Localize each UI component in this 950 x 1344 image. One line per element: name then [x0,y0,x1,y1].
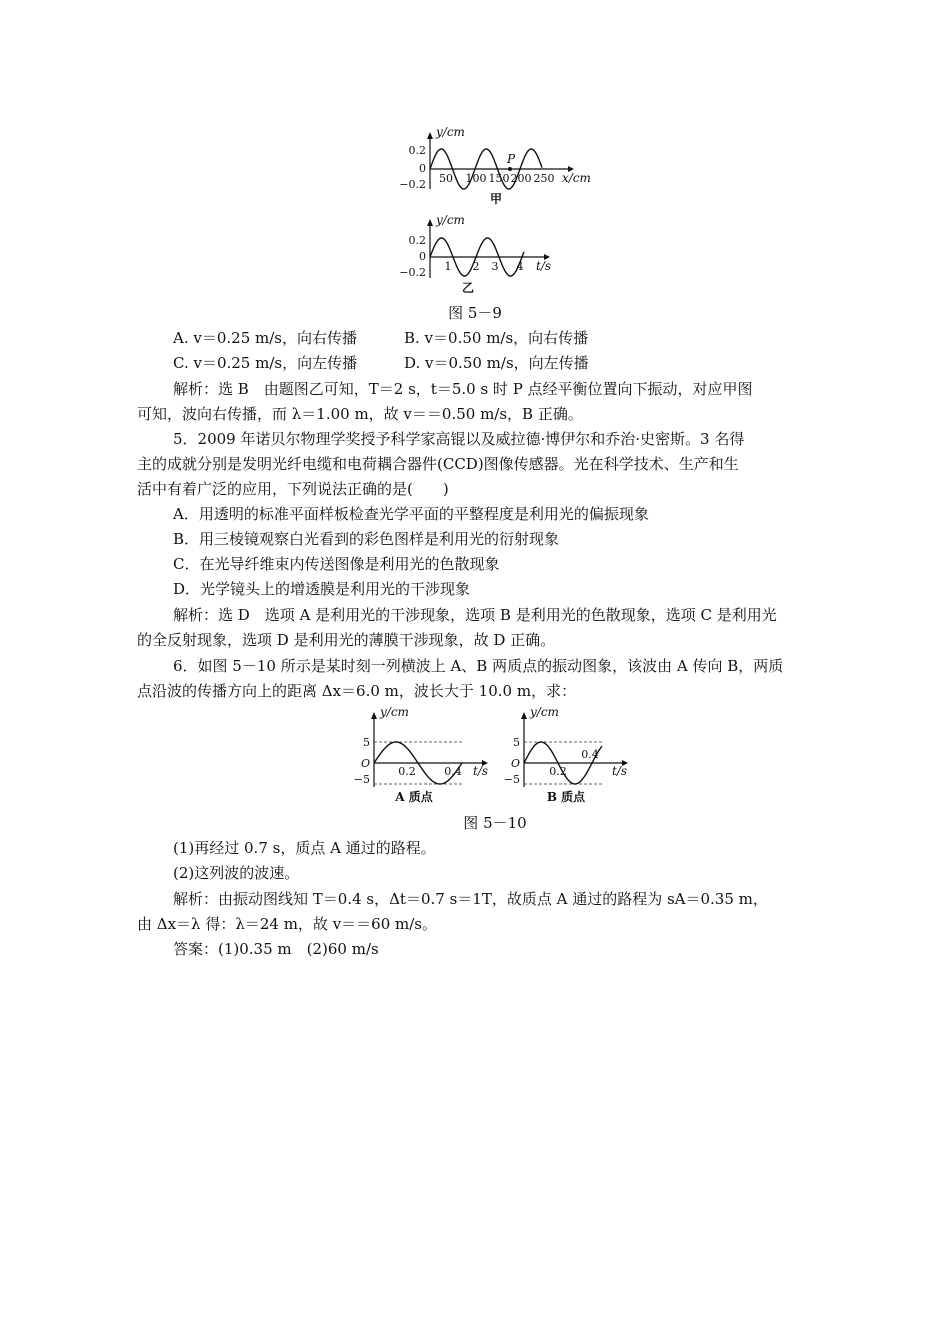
option-d: D．光学镜头上的增透膜是利用光的干涉现象 [173,580,471,598]
y-axis-label: y/cm [436,213,465,227]
figure-sublabel: B 质点 [546,790,586,804]
answer-text: 答案：(1)0.35 m (2)60 m/s [173,940,379,958]
x-axis-label: x/cm [562,171,591,185]
xtick: 50 [439,172,453,185]
option-b: B. v＝0.50 m/s，向右传播 [404,329,589,347]
analysis-text: 的全反射现象，选项 D 是利用光的薄膜干涉现象，故 D 正确。 [137,631,556,649]
ttick: 0.4 [444,765,462,778]
analysis-text: 解析：选 D 选项 A 是利用光的干涉现象，选项 B 是利用光的色散现象，选项 C 是利用光 [173,606,777,624]
analysis-text: 可知，波向右传播，而 λ＝1.00 m，故 v＝＝0.50 m/s，B 正确。 [137,405,583,423]
y-axis-label: y/cm [380,705,409,719]
ttick: 1 [444,260,452,273]
origin-label: O [360,757,370,770]
ytick-top: 5 [363,736,370,749]
point-p-label: P [507,152,516,166]
question-stem: 活中有着广泛的应用，下列说法正确的是( ) [137,480,449,498]
t-axis-label: t/s [612,764,628,778]
y-axis-arrow-icon [427,132,433,139]
wave-graph-jia [396,125,596,207]
vibration-graph-yi [396,212,566,296]
ytick-bottom: −5 [353,773,370,786]
y-axis-arrow-icon [521,712,527,719]
ytick-bottom: −0.2 [399,178,426,191]
ttick: 4 [516,260,524,273]
sub-question: (2)这列波的波速。 [173,864,300,882]
option-c: C．在光导纤维束内传送图像是利用光的色散现象 [173,555,500,573]
question-stem: 主的成就分别是发明光纤电缆和电荷耦合器件(CCD)图像传感器。光在科学技术、生产和生 [137,455,739,473]
ytick-top: 0.2 [408,234,426,247]
ytick-top: 5 [513,736,520,749]
ytick-bottom: −0.2 [399,266,426,279]
analysis-text: 解析：由振动图线知 T＝0.4 s，Δt＝0.7 s＝1T，故质点 A 通过的路程为 sA＝0.35 m， [173,890,768,908]
option-d: D. v＝0.50 m/s，向左传播 [404,354,589,372]
xtick: 250 [533,172,555,185]
xtick: 100 [465,172,487,185]
option-a: A．用透明的标准平面样板检查光学平面的平整程度是利用光的偏振现象 [173,505,649,523]
y-axis-label: y/cm [530,705,559,719]
y-axis-label: y/cm [436,125,465,139]
figure-5-10-b [502,703,644,807]
y-axis-arrow-icon [427,219,433,226]
point-p-marker [508,167,512,171]
question-stem: 点沿波的传播方向上的距离 Δx＝6.0 m，波长大于 10.0 m，求： [137,682,577,700]
sub-question: (1)再经过 0.7 s，质点 A 通过的路程。 [173,839,436,857]
option-a: A. v＝0.25 m/s，向右传播 [173,329,357,347]
vibration-graph-b [502,703,644,807]
t-axis-label: t/s [473,764,489,778]
figure-5-9-jia [396,125,596,207]
ytick-top: 0.2 [408,144,426,157]
figure-5-9-yi [396,212,566,296]
y-axis-arrow-icon [371,712,377,719]
ytick-zero: 0 [419,250,426,263]
analysis-text: 解析：选 B 由题图乙可知，T＝2 s，t＝5.0 s 时 P 点经平衡位置向下振动，对应甲图 [173,380,753,398]
ttick: 0.2 [549,765,567,778]
question-stem: 5．2009 年诺贝尔物理学奖授予科学家高锟以及威拉德·博伊尔和乔治·史密斯。3 名得 [173,430,745,448]
option-b: B．用三棱镜观察白光看到的彩色图样是利用光的衍射现象 [173,530,560,548]
ytick-zero: 0 [419,162,426,175]
figure-sublabel: 乙 [461,281,475,295]
ytick-bottom: −5 [503,773,520,786]
xtick: 150 [488,172,510,185]
figure-sublabel: A 质点 [395,790,433,804]
ttick: 0.4 [581,748,599,761]
figure-sublabel: 甲 [489,192,503,206]
ttick: 0.2 [398,765,416,778]
xtick: 200 [510,172,532,185]
origin-label: O [510,757,520,770]
ttick: 3 [491,260,499,273]
ttick: 2 [472,260,480,273]
figure-caption: 图 5－10 [463,814,527,832]
figure-5-10-a [352,703,494,807]
vibration-graph-a [352,703,494,807]
analysis-text: 由 Δx＝λ 得：λ＝24 m，故 v＝＝60 m/s。 [137,915,437,933]
figure-caption: 图 5－9 [448,304,502,322]
question-stem: 6．如图 5－10 所示是某时刻一列横波上 A、B 两质点的振动图象，该波由 A 传向 B，两质 [173,657,784,675]
option-c: C. v＝0.25 m/s，向左传播 [173,354,358,372]
t-axis-label: t/s [536,259,552,273]
